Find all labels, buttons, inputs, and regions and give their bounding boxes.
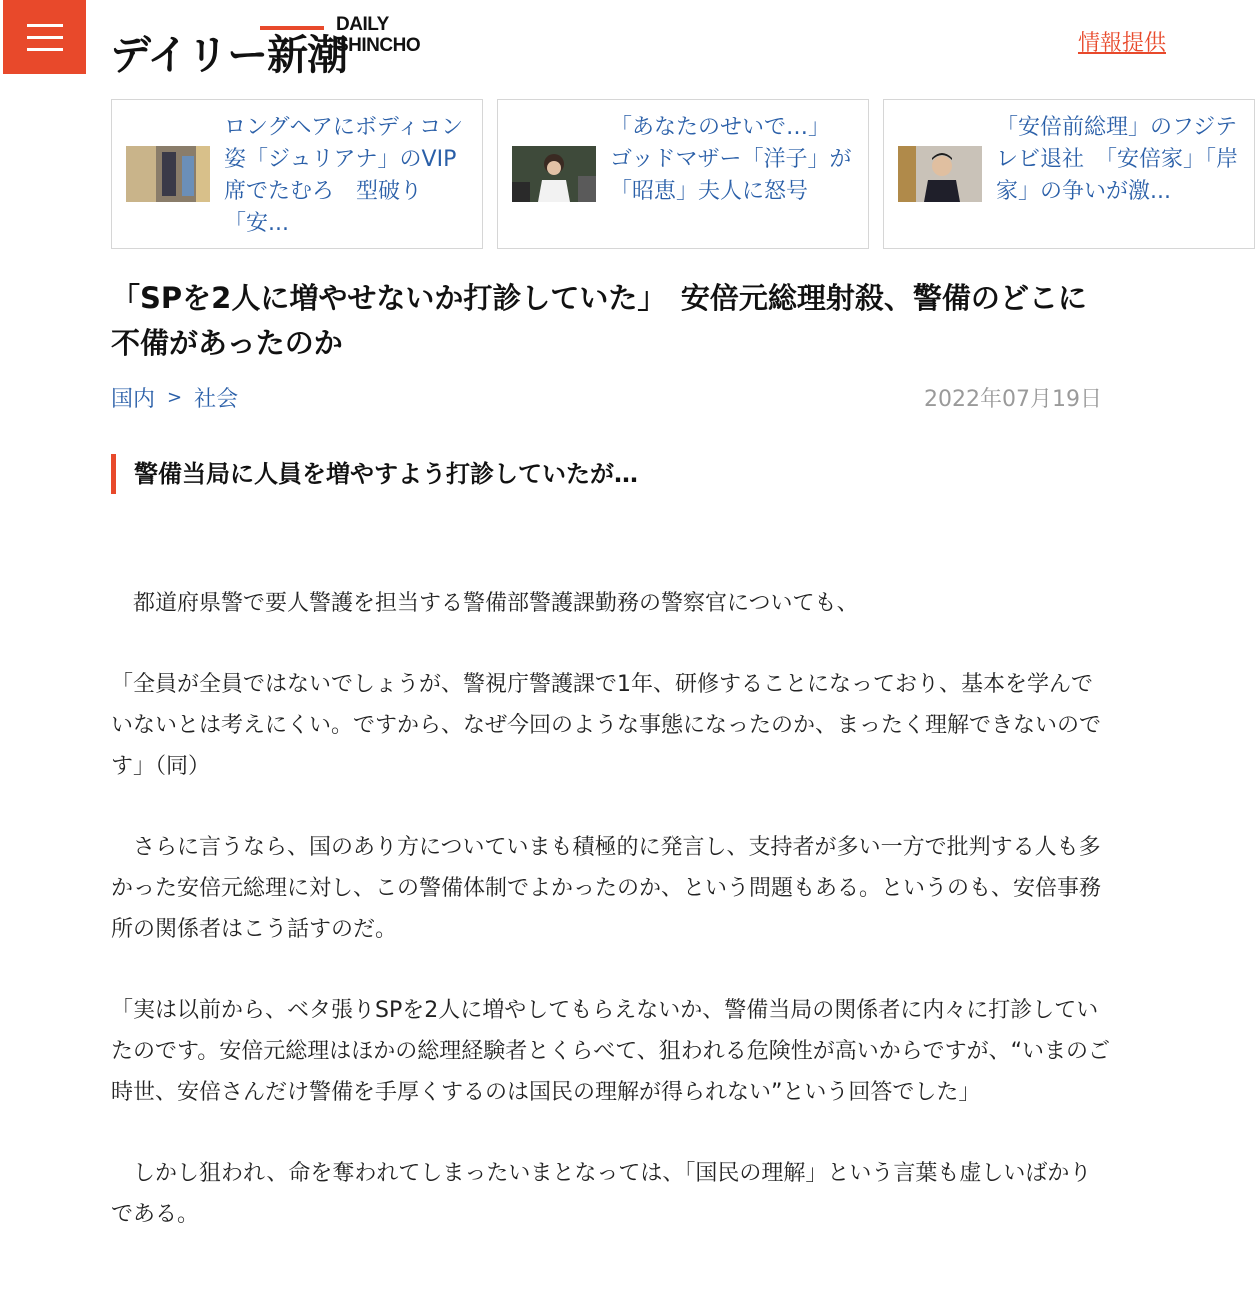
paragraph: しかし狙われ、命を奪われてしまったいまとなっては、「国民の理解」という言葉も虚しいばかりである。 <box>111 1161 1092 1227</box>
article-body <box>111 583 1111 1275</box>
menu-bar-icon <box>27 24 63 27</box>
site-logo[interactable] <box>110 14 430 79</box>
info-submit-link[interactable]: 情報提供 <box>1077 31 1166 56</box>
logo-en-line1: DAILY <box>336 14 389 35</box>
section-heading: 警備当局に人員を増やすよう打診していたが… <box>111 454 671 494</box>
related-card[interactable] <box>111 99 483 249</box>
related-card[interactable] <box>497 99 869 249</box>
related-card-title: ロングヘアにボディコン姿「ジュリアナ」のVIP席でたむろ 型破り「安... <box>224 115 464 236</box>
breadcrumb-item-domestic[interactable]: 国内 <box>111 387 156 412</box>
logo-en-line2: SHINCHO <box>336 35 421 56</box>
thumbnail-image <box>512 146 596 202</box>
breadcrumb <box>111 382 238 413</box>
thumbnail-image <box>898 146 982 202</box>
related-card-title: 「安倍前総理」のフジテレビ退社 「安倍家」「岸家」の争いが激... <box>996 115 1239 204</box>
paragraph: 「全員が全員ではないでしょうが、警視庁警護課で1年、研修することになっており、基本を学んでいないとは考えにくい。ですから、なぜ今回のような事態になったのか、まったく理解できないのです」（同） <box>111 672 1102 779</box>
menu-bar-icon <box>27 36 63 39</box>
logo-wordmark-jp: デイリー新潮 <box>110 31 348 79</box>
paragraph: 「実は以前から、ベタ張りSPを2人に増やしてもらえないか、警備当局の関係者に内々に打診していたのです。安倍元総理はほかの総理経験者とくらべて、狙われる危険性が高いからですが、“いまのご時世、安倍さんだけ警備を手厚くするのは国民の理解が得られない”という回答でした」 <box>111 998 1110 1105</box>
publish-date: 2022年07月19日 <box>924 387 1102 412</box>
related-articles <box>111 99 1239 249</box>
breadcrumb-item-society[interactable]: 社会 <box>194 387 239 412</box>
related-card[interactable] <box>883 99 1255 249</box>
logo-wordmark-en <box>336 14 420 56</box>
menu-bar-icon <box>27 48 63 51</box>
paragraph: 都道府県警で要人警護を担当する警備部警護課勤務の警察官についても、 <box>111 591 859 616</box>
chevron-right-icon: > <box>167 387 183 408</box>
related-card-title: 「あなたのせいで…」 ゴッドマザー「洋子」が「昭恵」夫人に怒号 <box>610 115 852 204</box>
paragraph: さらに言うなら、国のあり方についていまも積極的に発言し、支持者が多い一方で批判する人も多かった安倍元総理に対し、この警備体制でよかったのか、という問題もある。というのも、安倍事務所の関係者はこう話すのだ。 <box>111 835 1102 942</box>
hamburger-menu-button[interactable] <box>3 0 86 74</box>
article-title: 「SPを2人に増やせないか打診していた」 安倍元総理射殺、警備のどこに不備があったのか <box>111 281 1087 360</box>
thumbnail-image <box>126 146 210 202</box>
